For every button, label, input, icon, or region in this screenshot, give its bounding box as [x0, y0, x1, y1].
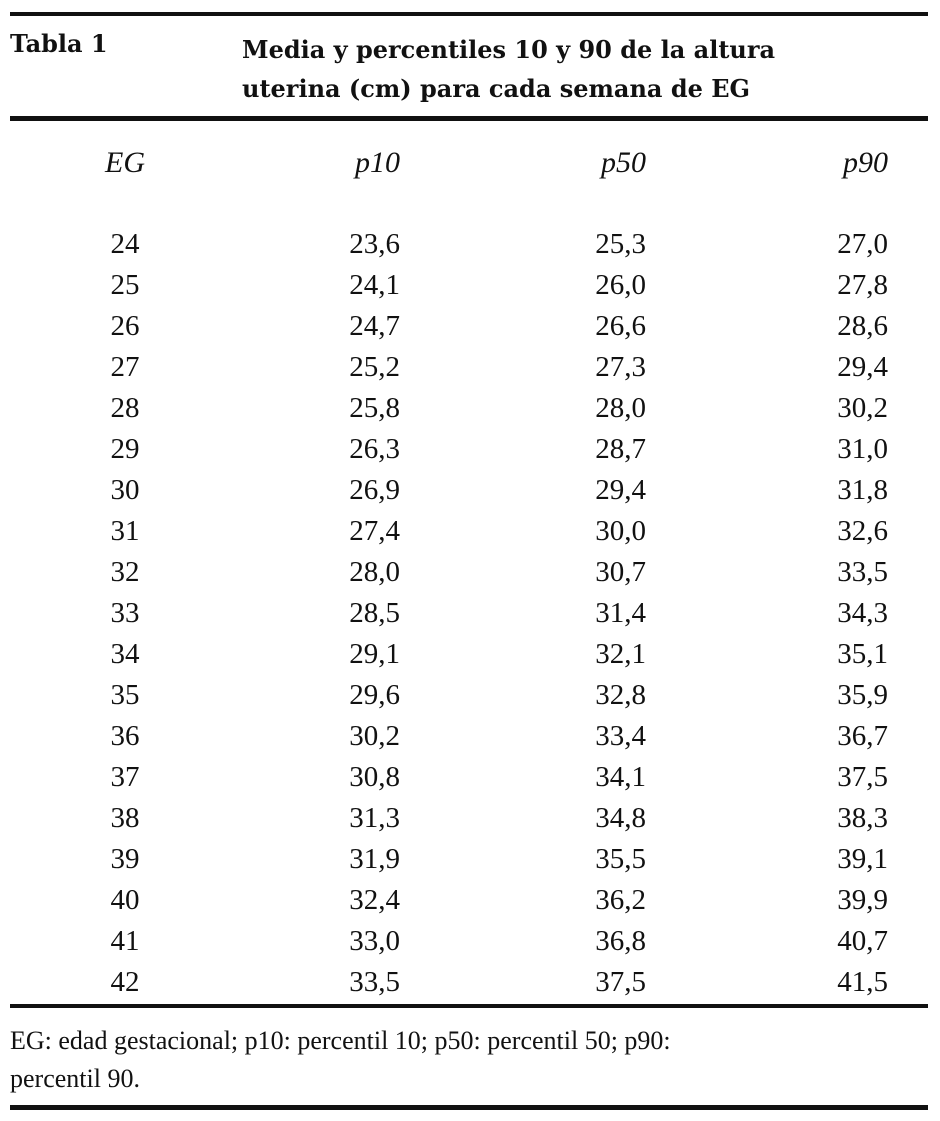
- table-cell-p90: 35,9: [837, 679, 888, 711]
- table-row: [0, 308, 940, 349]
- table-cell-p90: 40,7: [837, 925, 888, 957]
- table-cell-p10: 24,7: [349, 310, 400, 342]
- table-row: [0, 390, 940, 431]
- table-row: [0, 841, 940, 882]
- table-cell-p10: 27,4: [349, 515, 400, 547]
- table-cell-eg: 24: [110, 228, 140, 260]
- table-cell-eg: 25: [110, 269, 140, 301]
- table-cell-eg: 32: [110, 556, 140, 588]
- table-cell-p90: 38,3: [837, 802, 888, 834]
- column-header-p90: p90: [843, 146, 888, 179]
- table-cell-p50: 28,7: [595, 433, 646, 465]
- table-title: [242, 30, 902, 108]
- bottom-rule: [10, 1105, 928, 1110]
- table-cell-p90: 27,8: [837, 269, 888, 301]
- table-row: [0, 677, 940, 718]
- table-row: [0, 595, 940, 636]
- footnote-line-1: EG: edad gestacional; p10: percentil 10; p50: percentil 50; p90:: [10, 1026, 671, 1055]
- table-cell-p10: 25,8: [349, 392, 400, 424]
- table-cell-p50: 34,1: [595, 761, 646, 793]
- table-row: [0, 513, 940, 554]
- table-cell-p50: 32,8: [595, 679, 646, 711]
- table-cell-p50: 36,2: [595, 884, 646, 916]
- table-cell-p90: 28,6: [837, 310, 888, 342]
- table-cell-p90: 31,0: [837, 433, 888, 465]
- table-cell-eg: 33: [110, 597, 140, 629]
- body-rule: [10, 1004, 928, 1008]
- table-cell-p50: 26,0: [595, 269, 646, 301]
- table-footnote: [10, 1022, 910, 1098]
- table-cell-eg: 31: [110, 515, 140, 547]
- footnote-line-2: percentil 90.: [10, 1064, 140, 1093]
- table-cell-eg: 34: [110, 638, 140, 670]
- table-cell-p10: 26,9: [349, 474, 400, 506]
- table-cell-p90: 27,0: [837, 228, 888, 260]
- table-row: [0, 554, 940, 595]
- table-cell-p50: 25,3: [595, 228, 646, 260]
- header-rule: [10, 116, 928, 121]
- table-cell-p90: 37,5: [837, 761, 888, 793]
- table-row: [0, 472, 940, 513]
- table-row: [0, 923, 940, 964]
- table-cell-p10: 28,5: [349, 597, 400, 629]
- table-cell-p90: 30,2: [837, 392, 888, 424]
- table-cell-p10: 23,6: [349, 228, 400, 260]
- table-cell-p50: 31,4: [595, 597, 646, 629]
- table-cell-p10: 26,3: [349, 433, 400, 465]
- table-cell-p10: 31,9: [349, 843, 400, 875]
- table-cell-p90: 39,9: [837, 884, 888, 916]
- table-cell-eg: 35: [110, 679, 140, 711]
- table-cell-p50: 32,1: [595, 638, 646, 670]
- table-cell-eg: 30: [110, 474, 140, 506]
- table-cell-p50: 37,5: [595, 966, 646, 998]
- column-header-p50: p50: [601, 146, 646, 179]
- table-cell-p10: 29,6: [349, 679, 400, 711]
- table-row: [0, 267, 940, 308]
- table-label: Tabla 1: [10, 29, 108, 58]
- table-cell-p90: 35,1: [837, 638, 888, 670]
- table-cell-p50: 35,5: [595, 843, 646, 875]
- table-cell-p90: 34,3: [837, 597, 888, 629]
- table-cell-p50: 27,3: [595, 351, 646, 383]
- top-rule: [10, 12, 928, 16]
- table-cell-p10: 30,2: [349, 720, 400, 752]
- table-cell-p10: 31,3: [349, 802, 400, 834]
- table-row: [0, 636, 940, 677]
- table-cell-eg: 26: [110, 310, 140, 342]
- table-cell-p50: 28,0: [595, 392, 646, 424]
- table-cell-p50: 30,0: [595, 515, 646, 547]
- table-cell-p10: 28,0: [349, 556, 400, 588]
- table-title-line-2: uterina (cm) para cada semana de EG: [242, 74, 751, 103]
- table-cell-eg: 36: [110, 720, 140, 752]
- table-cell-p50: 29,4: [595, 474, 646, 506]
- table-cell-eg: 37: [110, 761, 140, 793]
- table-cell-p10: 33,5: [349, 966, 400, 998]
- table-cell-eg: 29: [110, 433, 140, 465]
- table-cell-p10: 32,4: [349, 884, 400, 916]
- table-cell-p90: 36,7: [837, 720, 888, 752]
- table-cell-p90: 39,1: [837, 843, 888, 875]
- table-cell-p10: 25,2: [349, 351, 400, 383]
- table-row: [0, 718, 940, 759]
- table-title-line-1: Media y percentiles 10 y 90 de la altura: [242, 35, 776, 64]
- table-cell-p90: 31,8: [837, 474, 888, 506]
- table-cell-p90: 41,5: [837, 966, 888, 998]
- table-row: [0, 431, 940, 472]
- table-cell-p50: 34,8: [595, 802, 646, 834]
- table-row: [0, 349, 940, 390]
- table-row: [0, 882, 940, 923]
- table-cell-p50: 36,8: [595, 925, 646, 957]
- table-cell-p10: 29,1: [349, 638, 400, 670]
- table-cell-eg: 41: [110, 925, 140, 957]
- table-cell-p90: 29,4: [837, 351, 888, 383]
- table-cell-p10: 33,0: [349, 925, 400, 957]
- table-cell-eg: 28: [110, 392, 140, 424]
- table-cell-eg: 39: [110, 843, 140, 875]
- table-cell-p50: 26,6: [595, 310, 646, 342]
- table-body: [0, 226, 940, 1005]
- table-cell-eg: 38: [110, 802, 140, 834]
- column-header-p10: p10: [355, 146, 400, 179]
- table-cell-eg: 42: [110, 966, 140, 998]
- table-cell-p10: 24,1: [349, 269, 400, 301]
- table-row: [0, 759, 940, 800]
- table-row: [0, 226, 940, 267]
- table-cell-eg: 27: [110, 351, 140, 383]
- table-row: [0, 964, 940, 1005]
- table-cell-p50: 30,7: [595, 556, 646, 588]
- table-row: [0, 800, 940, 841]
- table-cell-eg: 40: [110, 884, 140, 916]
- table-cell-p90: 33,5: [837, 556, 888, 588]
- column-header-eg: EG: [105, 146, 145, 179]
- table-cell-p90: 32,6: [837, 515, 888, 547]
- table-cell-p10: 30,8: [349, 761, 400, 793]
- table-cell-p50: 33,4: [595, 720, 646, 752]
